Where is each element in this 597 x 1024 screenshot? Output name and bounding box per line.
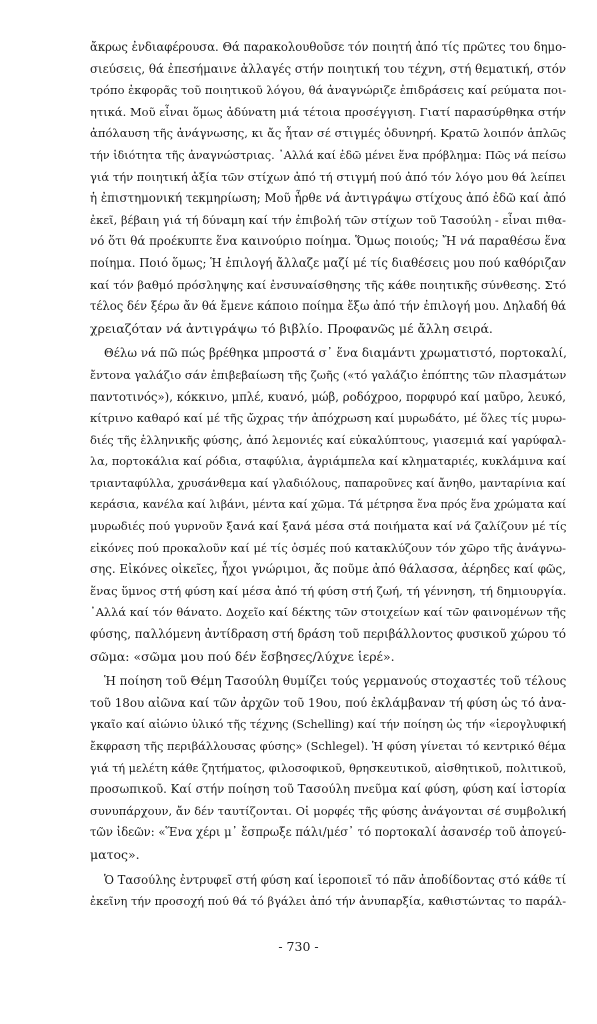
- paragraph-1: [90, 37, 566, 339]
- text-line: ἐκεῖ, βέβαιη γιά τή δύναμη καί τήν ἐπιβολή τῶν στίχων τοῦ Τασούλη - εἶναι πιθα-: [90, 212, 566, 227]
- body-text: [90, 37, 566, 917]
- text-line: συνυπάρχουν, ἄν δέν ταυτίζονται. Οἱ μορφές τῆς φύσης ἀνάγονται σέ συμβολική: [90, 803, 566, 818]
- text-line: σης. Εἰκόνες οἰκεῖες, ἦχοι γνώριμοι, ἄς ποῦμε ἀπό θάλασσα, ἀέρηδες καί φῶς,: [90, 562, 566, 577]
- text-line: Θέλω νά πῶ πώς βρέθηκα μπροστά σ᾿ ἕνα διαμάντι χρωματιστό, πορτοκαλί,: [104, 346, 567, 361]
- text-line: ἕνας ὕμνος στή φύση καί μέσα ἀπό τή φύση στή ζωή, τή γέννηση, τή δημιουργία.: [90, 583, 567, 598]
- text-line: τῶν ἰδεῶν: «Ἕνα χέρι μ᾿ ἔσπρωξε πάλι/μέσ᾿ τό πορτοκαλί ἀσανσέρ τοῦ ἀπογεύ-: [90, 825, 566, 840]
- text-line: ἐκεῖνη τήν προσοχή πού θά τό βγάλει ἀπό τήν ἀνυπαρξία, καθιστώντας το παράλ-: [90, 894, 567, 909]
- text-line: σῶμα: «σῶμα μου πού δέν ἔσβησες/λύχνε ἱερέ».: [90, 648, 395, 664]
- text-line: τήν ἰδιότητα τῆς ἀναγνώστριας. ᾿Αλλά καί ἐδῶ μένει ἕνα πρόβλημα: Πῶς νά πείσω: [90, 148, 566, 162]
- text-line: ᾿Αλλά καί τόν θάνατο. Δοχεῖο καί δέκτης τῶν στοιχείων καί τῶν φαινομένων τῆς: [90, 605, 566, 620]
- text-line: ἔκφραση τῆς περιβάλλουσας φύσης» (Schlegel). Ἡ φύση γίνεται τό κεντρικό θέμα: [90, 739, 566, 753]
- text-line: ἄκρως ἐνδιαφέρουσα. Θά παρακολουθοῦσε τόν ποιητή ἀπό τίς πρῶτες του δημο-: [90, 40, 566, 54]
- text-line: παντοτινός»), κόκκινο, μπλέ, κυανό, μώβ, ροδόχροο, πορφυρό καί μαῦρο, λευκό,: [90, 389, 566, 404]
- text-line: κεράσια, κανέλα καί λιβάνι, μέντα καί χῶμα. Τά μέτρησα ἕνα πρός ἕνα χρώματα καί: [90, 498, 567, 512]
- text-line: τοῦ 18ου αἰῶνα καί τῶν ἀρχῶν τοῦ 19ου, πού ἐκλάμβαναν τή φύση ὡς τό ἀνα-: [90, 695, 567, 710]
- text-line: κίτρινο καθαρό καί μέ τῆς ὤχρας τήν ἀπόχρωση καί μυρωδάτο, μέ ὅλες τίς μυρω-: [90, 411, 566, 426]
- text-line: ποίημα. Ποιό ὅμως; Ἡ ἐπιλογή ἄλλαζε μαζί μέ τίς διαθέσεις μου πού καθόριζαν: [90, 255, 567, 270]
- page-number: - 730 -: [278, 939, 319, 954]
- text-line: ἀπόλαυση τῆς ἀνάγνωσης, κι ἄς ἦταν σέ στιγμές ὀδυνηρή. Κρατῶ λοιπόν ἁπλῶς: [90, 126, 567, 141]
- text-line: εἰκόνες πού προκαλοῦν καί μέ τίς ὀσμές πού κατακλύζουν τόν χῶρο τῆς ἀνάγνω-: [90, 540, 566, 555]
- text-line: καί τόν βαθμό πρόσληψης καί ἐνσυναίσθησης τῆς κάθε ποιητικῆς σύνθεσης. Στό: [90, 277, 567, 292]
- text-line: ἡ ἐπιστημονική τεκμηρίωση; Μοῦ ἦρθε νά ἀντιγράψω στίχους ἀπό ἐδῶ καί ἀπό: [90, 191, 566, 206]
- paragraph-4: [90, 870, 566, 913]
- text-line: προσωπικοῦ. Καί στήν ποίηση τοῦ Τασούλη πνεῦμα καί φύση, φύση καί ἱστορία: [90, 782, 566, 797]
- text-line: γιά τήν ποιητική ἀξία τῶν στίχων ἀπό τή στιγμή πού ἀπό τόν λόγο μου θά λείπει: [90, 169, 566, 184]
- text-line: μυρωδιές πού γυρνοῦν ξανά καί ξανά μέσα στά ποιήματα καί νά ζαλίζουν μέ τίς: [90, 519, 567, 534]
- text-line: γιά τή μελέτη κάθε ζητήματος, φιλοσοφικοῦ, θρησκευτικοῦ, αἰσθητικοῦ, πολιτικοῦ,: [90, 761, 567, 775]
- text-line: Ὁ Τασούλης ἐντρυφεῖ στή φύση καί ἱεροποιεῖ τό πᾶν ἀποδίδοντας στό κάθε τί: [104, 872, 567, 887]
- text-line: τρόπο ἐκφορᾶς τοῦ ποιητικοῦ λόγου, θά ἀναγνώριζε ἐπιδράσεις καί ρεύματα ποι-: [90, 83, 567, 98]
- text-line: νό ὅτι θά προέκυπτε ἕνα καινούριο ποίημα. Ὅμως ποιούς; Ἤ νά παραθέσω ἕνα: [90, 234, 566, 249]
- text-line: χρειαζόταν νά ἀντιγράψω τό βιβλίο. Προφανῶς μέ ἄλλη σειρά.: [90, 320, 493, 336]
- text-line: τέλος δέν ξέρω ἄν θά ἔμενε κάποιο ποίημα ἔξω ἀπό τήν ἐπιλογή μου. Δηλαδή θά: [90, 299, 566, 314]
- paragraph-2: [90, 343, 566, 667]
- text-line: Ἡ ποίηση τοῦ Θέμη Τασούλη θυμίζει τούς γερμανούς στοχαστές τοῦ τέλους: [104, 674, 567, 689]
- text-line: γκαῖο καί αἰώνιο ὑλικό τῆς τέχνης (Schelling) καί τήν ποίηση ὡς τήν «ἱερογλυφική: [90, 718, 566, 732]
- text-line: σιεύσεις, θά ἐπεσήμαινε ἀλλαγές στήν ποιητική του τέχνη, στή θεματική, στόν: [90, 61, 566, 76]
- text-line: ἔντονα γαλάζιο σάν ἐπιβεβαίωση τῆς ζωῆς («τό γαλάζιο ἐπόπτης τῶν πλασμάτων: [90, 367, 567, 382]
- text-line: φύσης, παλλόμενη ἀντίδραση στή δράση τοῦ περιβάλλοντος φυσικοῦ χώρου τό: [90, 627, 566, 642]
- text-line: διές τῆς ἑλληνικῆς φύσης, ἀπό λεμονιές καί εὐκαλύπτους, γιασεμιά καί γαρύφαλ-: [90, 432, 566, 447]
- paragraph-3: [90, 671, 566, 865]
- text-line: ματος».: [90, 846, 140, 862]
- text-line: λα, πορτοκάλια καί ρόδια, σταφύλια, ἀγριάμπελα καί κληματαριές, κυκλάμινα καί: [90, 455, 567, 469]
- text-line: τριανταφύλλα, χρυσάνθεμα καί γλαδιόλους, παπαροῦνες καί ἄνηθο, μανταρίνια καί: [90, 476, 566, 490]
- text-line: ητικά. Μοῦ εἶναι ὅμως ἀδύνατη μιά τέτοια προσέγγιση. Γιατί παρασύρθηκα στήν: [90, 104, 566, 119]
